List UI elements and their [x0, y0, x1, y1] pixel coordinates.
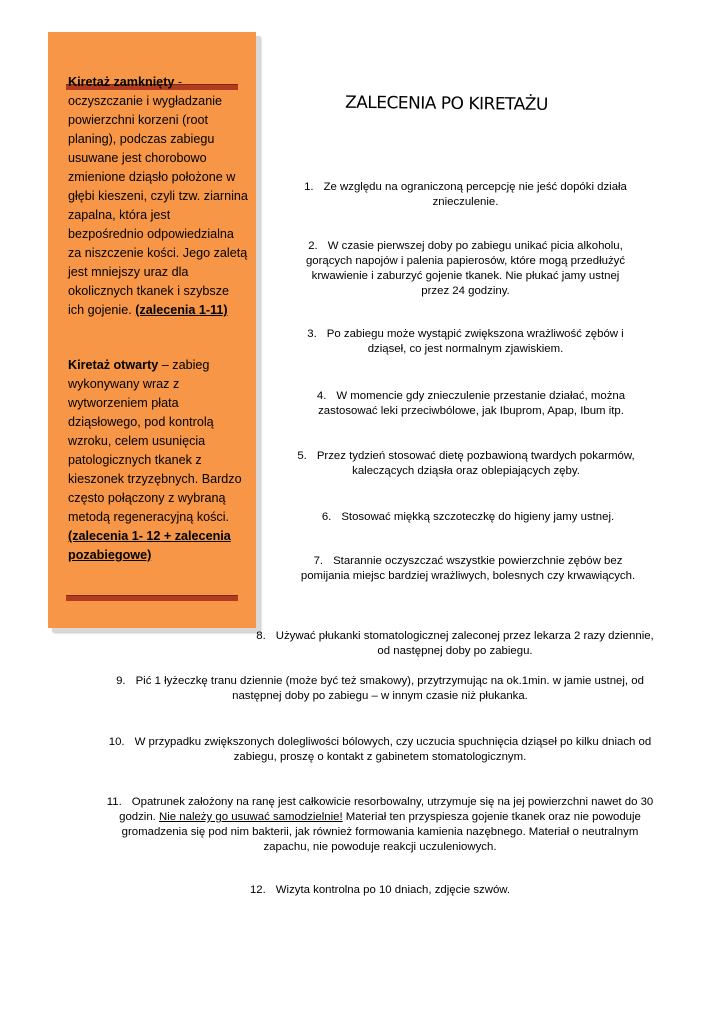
- list-item-5: 5. Przez tydzień stosować dietę pozbawioną twardych pokarmów, kaleczących dziąsła oraz oblepiających zęby.: [297, 450, 635, 477]
- sidebar-bottom-divider: [66, 595, 238, 601]
- warning-do-not-remove: Nie należy go usuwać samodzielnie!: [159, 811, 343, 823]
- list-item-3: 3. Po zabiegu może wystąpić zwiększona wrażliwość zębów i dziąseł, co jest normalnym zjawiskiem.: [307, 328, 624, 355]
- sidebar-panel: [48, 32, 256, 628]
- closed-curettage-heading: Kiretaż zamknięty: [68, 75, 175, 89]
- open-curettage-description: [68, 356, 248, 565]
- closed-curettage-text: - oczyszczanie i wygładzanie powierzchni korzeni (root planing), podczas zabiegu usuwane jest chorobowo zmienione dziąsło położone w głębi kieszeni, czyli tzw. ziarnina zapalna, która jest bezpośrednio odpowiedzialna za niszczenie kości. Jego zaletą jest mniejszy uraz dla okolicznych tkanek i szybsze ich gojenie.: [68, 75, 248, 317]
- list-item-8: 8. Używać płukanki stomatologicznej zaleconej przez lekarza 2 razy dziennie, od następnej doby po zabiegu.: [256, 630, 654, 657]
- open-curettage-heading: Kiretaż otwarty: [68, 358, 159, 372]
- list-item-7: 7. Starannie oczyszczać wszystkie powierzchnie zębów bez pomijania miejsc bardziej wrażliwych, bolesnych czy krwawiących.: [300, 555, 636, 582]
- closed-curettage-ref: (zalecenia 1-11): [135, 303, 228, 317]
- open-curettage-ref: (zalecenia 1- 12 + zalecenia pozabiegowe): [68, 529, 231, 562]
- list-item-6: 6. Stosować miękką szczoteczkę do higieny jamy ustnej.: [321, 511, 615, 523]
- page-title: ZALECENIA PO KIRETAŻU: [344, 92, 549, 115]
- closed-curettage-description: [68, 73, 248, 320]
- open-curettage-text: – zabieg wykonywany wraz z wytworzeniem płata dziąsłowego, pod kontrolą wzroku, celem usunięcia patologicznych tkanek z kieszonek trzyzębnych. Bardzo często połączony z wybraną metodą regeneracyjną kości.: [68, 358, 242, 524]
- list-item-1: 1. Ze względu na ograniczoną percepcję nie jeść dopóki działa znieczulenie.: [304, 181, 627, 208]
- list-item-4: 4. W momencie gdy znieczulenie przestanie działać, można zastosować leki przeciwbólowe, jak Ibuprom, Apap, Ibum itp.: [316, 390, 626, 417]
- list-item-9: 9. Pić 1 łyżeczkę tranu dziennie (może być też smakowy), przytrzymując na ok.1min. w jamie ustnej, od następnej doby po zabiegu – w innym czasie niż płukanka.: [116, 675, 644, 702]
- list-item-2: 2. W czasie pierwszej doby po zabiegu unikać picia alkoholu, gorących napojów i palenia papierosów, które mogą przedłużyć krwawienie i zaburzyć gojenie tkanek. Nie płukać jamy ustnej przez 24 godziny.: [305, 240, 626, 297]
- list-item-11: 11. Opatrunek założony na ranę jest całkowicie resorbowalny, utrzymuje się na jej powierzchni nawet do 30 godzin. Nie należy go usuwać samodzielnie! Materiał ten przyspiesza gojenie tkanek oraz nie powoduje gromadzenia się pod nim bakterii, jak również formowania kamienia nazębnego. Materiał o neutralnym zapachu, nie powoduje reakcji uczuleniowych.: [106, 796, 654, 853]
- list-item-12: 12. Wizyta kontrolna po 10 dniach, zdjęcie szwów.: [249, 884, 511, 896]
- list-item-10: 10. W przypadku zwiększonych dolegliwości bólowych, czy uczucia spuchnięcia dziąseł po kilku dniach od zabiegu, proszę o kontakt z gabinetem stomatologicznym.: [108, 736, 652, 763]
